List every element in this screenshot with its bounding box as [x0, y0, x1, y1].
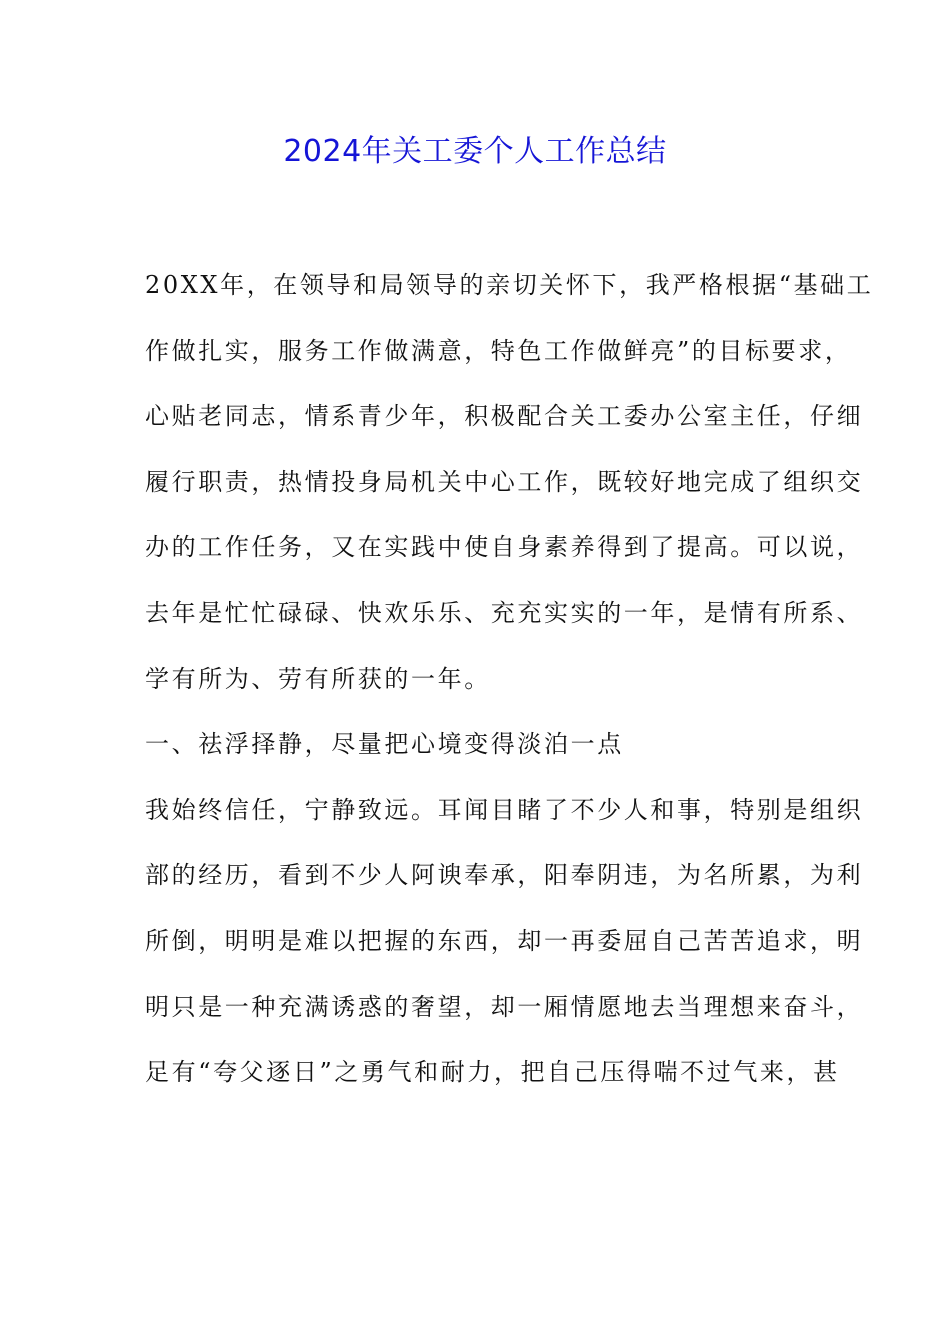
- body-line: 作做扎实，服务工作做满意，特色工作做鲜亮”的目标要求，: [145, 336, 852, 365]
- body-line: 履行职责，热情投身局机关中心工作，既较好地完成了组织交: [145, 467, 864, 496]
- body-line: 心贴老同志，情系青少年，积极配合关工委办公室主任，仔细: [145, 402, 864, 431]
- document-title: 2024年关工委个人工作总结: [283, 134, 667, 169]
- body-line: 明只是一种充满诱惑的奢望，却一厢情愿地去当理想来奋斗，: [145, 992, 864, 1021]
- body-line: 办的工作任务，又在实践中使自身素养得到了提高。可以说，: [145, 533, 864, 562]
- document-body: [145, 265, 874, 1118]
- body-line: 所倒，明明是难以把握的东西，却一再委屈自己苦苦追求，明: [145, 926, 864, 955]
- body-line: 足有“夸父逐日”之勇气和耐力，把自己压得喘不过气来，甚: [145, 1058, 840, 1087]
- body-line: 20XX年，在领导和局领导的亲切关怀下，我严格根据“基础工: [145, 271, 874, 299]
- body-line: 去年是忙忙碌碌、快欢乐乐、充充实实的一年，是情有所系、: [145, 598, 864, 627]
- body-line: 我始终信任，宁静致远。耳闻目睹了不少人和事，特别是组织: [145, 795, 864, 824]
- body-line: 学有所为、劳有所获的一年。: [145, 664, 491, 693]
- body-line: 部的经历，看到不少人阿谀奉承，阳奉阴违，为名所累，为利: [145, 861, 864, 890]
- section-heading: 一、祛浮择静，尽量把心境变得淡泊一点: [145, 730, 624, 759]
